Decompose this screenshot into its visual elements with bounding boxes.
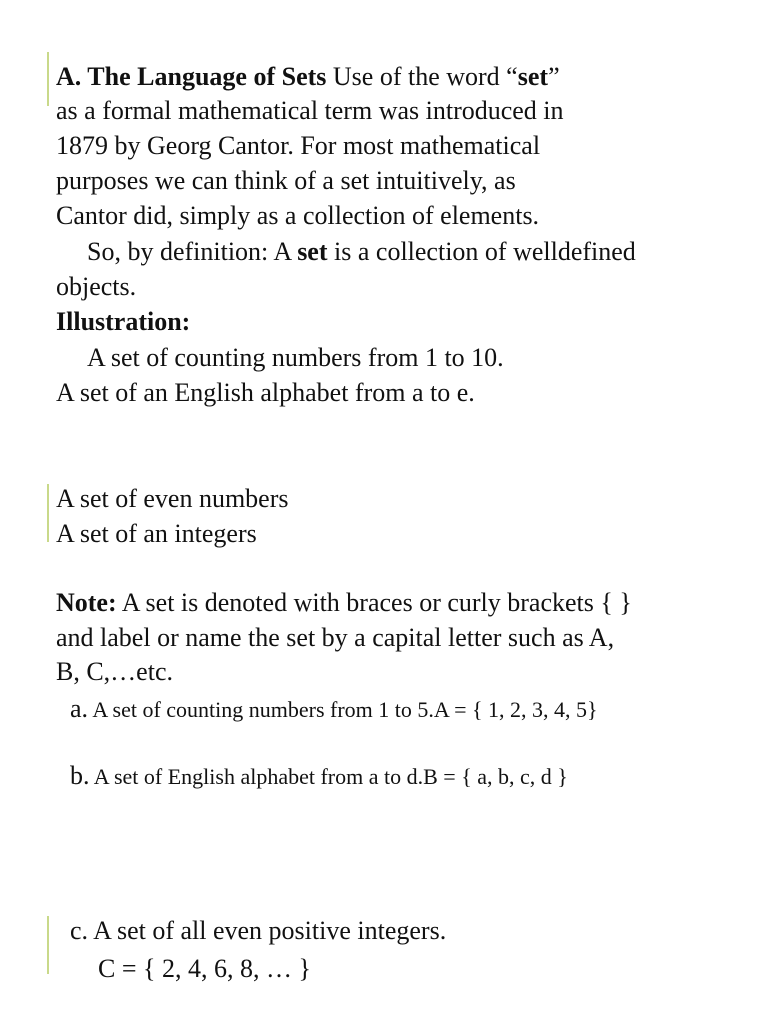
definition-suffix: is a collection of welldefined [327, 237, 636, 266]
section-a-line-1 [56, 62, 560, 92]
section-a-line-2: as a formal mathematical term was introduced in [56, 96, 564, 125]
set-example-even-numbers: A set of even numbers [56, 484, 289, 513]
accent-bar-top [47, 52, 49, 106]
example-c: c. A set of all even positive integers. [70, 916, 447, 945]
accent-bar-middle [47, 484, 49, 542]
section-a-line-1-text: Use of the word “ [326, 62, 518, 91]
section-a-close-quote: ” [548, 62, 560, 91]
definition-continuation: objects. [56, 272, 137, 301]
section-a-heading: A. The Language of Sets [56, 62, 327, 91]
example-b [70, 761, 568, 792]
note-label: Note: [56, 588, 117, 617]
example-a-text: A set of counting numbers from 1 to 5.A = { 1, 2, 3, 4, 5} [88, 697, 598, 722]
definition-line [87, 237, 636, 267]
set-example-integers: A set of an integers [56, 519, 257, 548]
example-b-marker: b. [70, 761, 90, 790]
note-line-3: B, C,…etc. [56, 657, 173, 686]
example-c-set: C = { 2, 4, 6, 8, … } [98, 954, 311, 983]
note-line-1 [56, 588, 632, 618]
note-line-2: and label or name the set by a capital letter such as A, [56, 623, 615, 652]
example-a-marker: a. [70, 694, 89, 723]
example-b-text: A set of English alphabet from a to d.B = { a, b, c, d } [89, 764, 568, 789]
illustration-heading: Illustration: [56, 307, 191, 336]
section-a-line-3: 1879 by Georg Cantor. For most mathematical [56, 131, 541, 160]
note-text-1: A set is denoted with braces or curly brackets { } [116, 588, 632, 617]
section-a-line-4: purposes we can think of a set intuitively, as [56, 166, 516, 195]
illustration-item-2: A set of an English alphabet from a to e. [56, 378, 475, 407]
illustration-item-1: A set of counting numbers from 1 to 10. [87, 343, 504, 372]
definition-prefix: So, by definition: A [87, 237, 298, 266]
definition-term: set [297, 237, 328, 266]
section-a-term: set [517, 62, 549, 91]
accent-bar-bottom [47, 916, 49, 974]
example-a [70, 694, 598, 725]
section-a-line-5: Cantor did, simply as a collection of elements. [56, 201, 540, 230]
